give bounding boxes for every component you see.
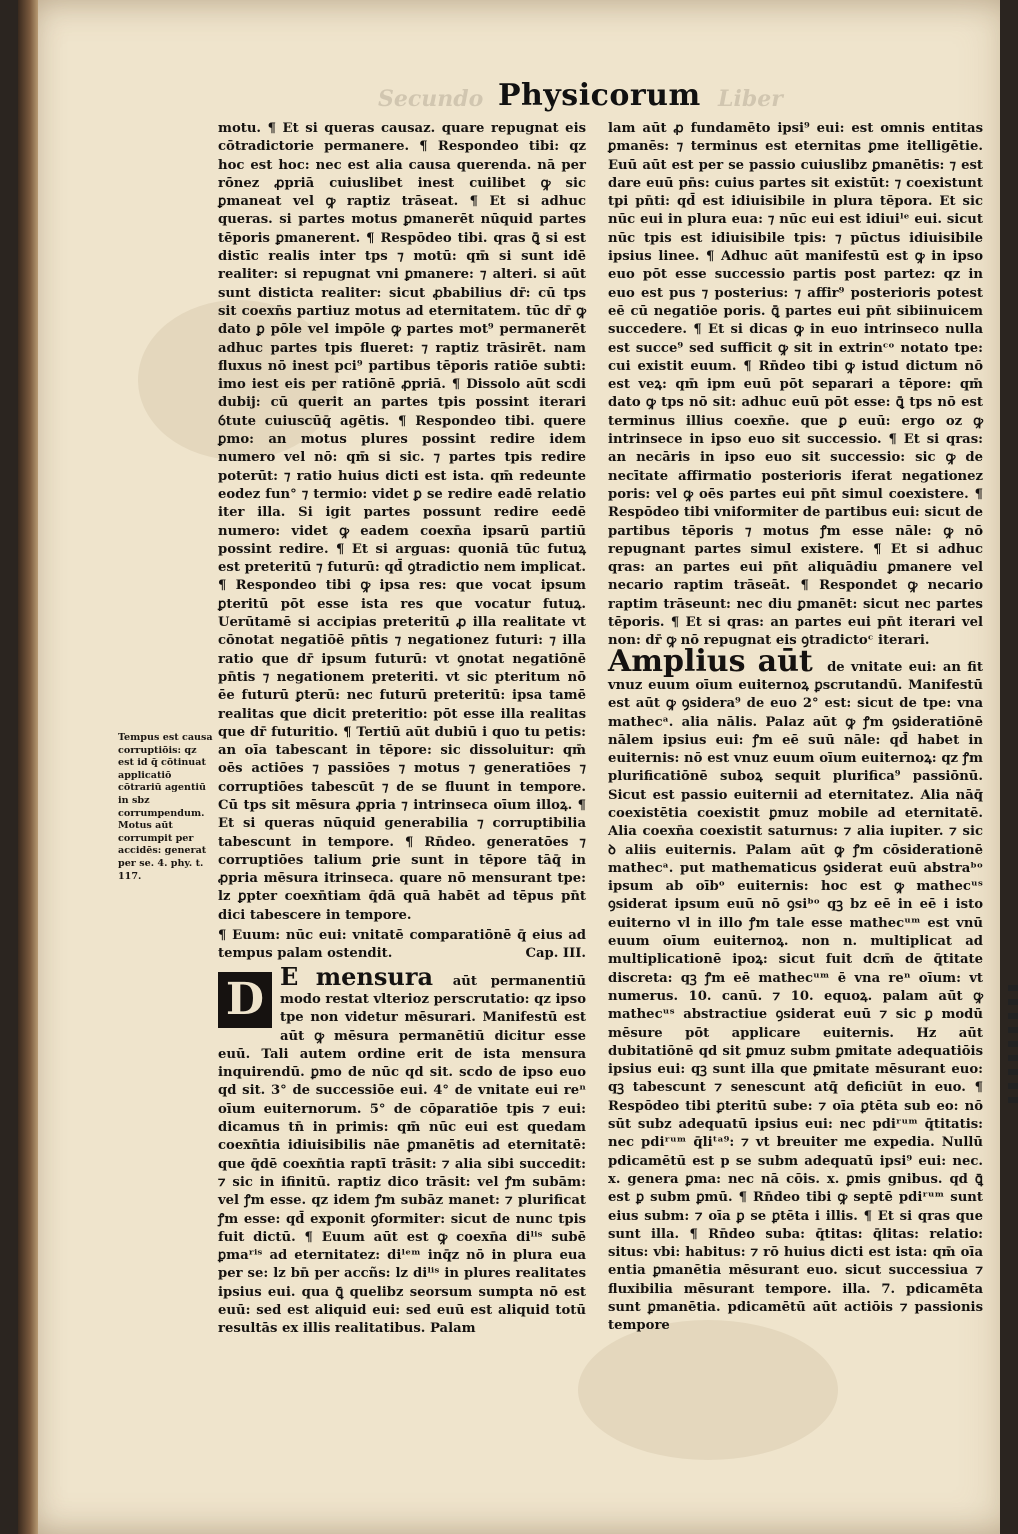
paragraph-text: aūt permanentiū modo restat vlterioz perscrutatio: qz ipso tpe non videtur mēsurari. Manifestū est aūt ꝙ mēsura permanētiū dicitur esse euū. Tali autem ordine erit de ista mensura inquirendū. ꝑmo de nūc qd sit. scdo de ipso euo qd sit. 3° de successiōe eui. 4° de vnitate eui reⁿ oīum euiternorum. 5° de cōparatiōe tpis ⁊ eui: dicamus tn̄ in primis: qm̄ nūc eui est quedam coexn̄tia idiuisibilis nāe ꝑmanētis ad eternitatē: que q̄dē coexn̄tia raptī trāsit: ⁊ alia sibi succedit: ⁊ sic in ifinitū. raptiz dico trāsit: vel ꝭm subām: vel ꝭm esse. qz idem ꝭm subāz manet: ⁊ plurificat ꝭm esse: qd̄ exponit ꝯformiter: sicut de nunc tpis fuit dictū. ¶ Euum aūt est ꝙ coexn̄a diˡⁱˢ subē ꝑmaʳⁱˢ ad eternitatez: diˡᵉᵐ inq̄z nō in plura eua per se: lz bn̄ per accñs: lz diˡⁱˢ in plures realitates ipsius eui. qua ꝗ̄ quelibz seorsum sumpta nō est euū: sed est aliquid eui: sed euū est aliquid totū resultās ex illis realitatibus. Palam <box>218 973 587 1337</box>
book-page <box>18 0 1000 1534</box>
paragraph-text: de vnitate eui: an fit vnuz euum oīum euiternoꝝ ꝑscrutandū. Manifestū est aūt ꝙ ꝯsidera⁹ de euo 2° est: sicut de tpe: vna mathecᵃ. alia nālis. Palaz aūt ꝙ ꝭm ꝯsideratiōnē nālem ipsius eui: ꝭm eē suū nāle: qd̄ habet in euiternis: nō est vnuz euum oīum euiternoꝝ: qz ꝭm plurificatiōnē suboꝝ sequit plurifica⁹ passiōnū. Sicut est passio euiternii ad eternitatez. Alia nāq̄ coexistētia coexistit ꝑmuz mobile ad eternitatē. Alia coexn̄a coexistit saturnus: ⁊ alia iupiter. ⁊ sic ꝺ aliis euiternis. Palam aūt ꝙ ꝭm cōsiderationē mathecᵃ. put mathematicus ꝯsiderat euū abstraᵇᵒ ipsum ab oībᵒ euiternis: hoc est ꝙ mathecᵘˢ ꝯsiderat ipsum euū nō ꝯsiᵇᵒ qꝫ bz eē in eē i isto euiterno vl in illo ꝭm tale esse mathecᵘᵐ est vnū euum oīum euiternoꝝ. non n. multiplicat ad multiplicationē ipoꝝ: sicut fuit dcm̄ de q̄titate discreta: qꝫ ꝭm eē mathecᵘᵐ ē vna reⁿ oīum: vt numerus. 10. canū. ⁊ 10. equoꝝ. palam aūt ꝙ mathecᵘˢ abstractiue ꝯsiderat euū ⁊ sic ꝑ modū mēsure pōt applicare euiternis. Hz aūt dubitatiōnē qd sit ꝑmuz subm ꝑmitate adequatiōis ipsius eui: qꝫ sunt illa que ꝑmitate mēsurant euo: qꝫ tabescunt ⁊ senescunt atq̄ deficiūt in euo. ¶ Respōdeo tibi ꝑteritū sube: ⁊ oīa ꝑtēta sub eo: nō sūt subz adequatū ipsius eui: nec pdiʳᵘᵐ q̄titatis: nec pdiʳᵘᵐ q̄liᵗᵃ⁹: ⁊ vt breuiter me expedia. Nullū pdicamētū est p se subm adequatū ipsi⁹ eui: nec. x. genera ꝑma: nec nā cōis. x. ꝑmis gnibus. qd ꝗ̄ est ꝑ subm ꝑmū. ¶ Rn̄deo tibi ꝙ septē pdiʳᵘᵐ sunt eius subm: ⁊ oīa ꝑ se ꝑtēta i illis. ¶ Et si qras que sunt illa. ¶ Rn̄deo suba: q̄titas: q̄litas: relatio: situs: vbi: habitus: ⁊ rō huius dicti est ista: qm̄ oīa entia ꝑmanētia mēsurant euo. sicut successiua ⁊ fluxibilia mēsurant tempore. illa. 7. pdicamēta sunt ꝑmanētia. pdicamētū aūt actiōis ⁊ passionis tempore <box>608 659 983 1334</box>
section-heading-word: Amplius aūt <box>608 643 813 679</box>
paper-stain <box>578 1320 838 1460</box>
decorated-initial <box>218 972 272 1028</box>
bleed-through-text-right: Liber <box>718 86 783 112</box>
chapter-label: Cap. III. <box>525 946 586 962</box>
paragraph: motu. ¶ Et si queras causaz. quare repugnat eis cōtradictorie permanere. ¶ Respondeo tibi: qz hoc est hoc: nec est alia causa querenda. nā per rōnez ꝓpriā cuiuslibet inest cuilibet ꝙ sic ꝑmaneat vel ꝙ raptiz trāseat. ¶ Et si adhuc queras. si partes motus ꝑmanerēt nūquid partes tēporis ꝑmanerent. ¶ Respōdeo tibi. qras ꝗ̄ si est distīc realis inter tps ⁊ motū: qm̄ si sunt idē realiter: si repugnat vni ꝑmanere: ⁊ alteri. si aūt sunt disticta realiter: sicut ꝓbabilius dr̄: cū tps sit coexn̄s partiuz motus ad eternitatem. tūc dr̄ ꝙ dato ꝑ pōle vel impōle ꝙ partes mot⁹ permanerēt adhuc partes tpis flueret: ⁊ raptiz trāsirēt. nam fluxus nō inest pci⁹ partibus tēporis ratiōe subti: imo iest eis per ratiōnē ꝓpriā. ¶ Dissolo aūt scdi dubij: cū querit an partes tpis possint iterari ỽtute cuiuscūq̄ agētis. ¶ Respondeo tibi. quere ꝑmo: an motus plures possint redire idem numero vel nō: qm̄ si sic. ⁊ partes tpis redire poterūt: ⁊ ratio huius dicti est ista. qm̄ redeunte eodez fun° ⁊ termio: videt ꝑ se redire eadē relatio iter illa. Si igit partes possunt redire eedē numero: videt ꝙ eadem coexn̄a ipsarū partiū possint redire. ¶ Et si arguas: quoniā tūc futuꝝ est preteritū ⁊ futurū: qd̄ ꝯtradictio nem implicat. ¶ Respondeo tibi ꝙ ipsa res: que vocat ipsum ꝑteritū pōt esse ista res que vocatur futuꝝ. Uerūtamē si accipias preteritū ꝓ illa realitate vt cōnotat negatiōē pn̄tis ⁊ negationez futuri: ⁊ illa ratio que dr̄ ipsum futurū: vt ꝯnotat negatiōnē pn̄tis ⁊ negationem preteriti. vt sic pteritum nō ēe futurū ꝑterū: nec futurū preteritū: ipsa tamē realitas que dicit preteritio: pōt esse illa realitas que dr̄ futuritio. ¶ Tertiū aūt dubiū i quo tu petis: an oīa tabescant in tēpore: sic dissoluitur: qm̄ oēs actiōes ⁊ passiōes ⁊ motus ⁊ generatiōes ⁊ corruptiōes tabescūt ⁊ de se fluunt in tempore. Cū tps sit mēsura ꝓpria ⁊ intrinseca oīum illoꝝ. ¶ Et si queras nūquid generabilia ⁊ corruptibilia tabescunt in tempore. ¶ Rn̄deo. generatōes ⁊ corruptiōes talium ꝑrie sunt in tēpore tāq̄ in ꝓpria mēsura itrinseca. quare nō mensurant tpe: lz ꝑpter coexn̄tiam q̄dā quā habēt ad tēpus pn̄t dici tabescere in tempore. <box>218 121 586 923</box>
running-title: Physicorum <box>498 78 701 113</box>
paragraph <box>608 643 983 1336</box>
facing-page-edge-text <box>1008 985 1018 1105</box>
section-heading-word: E mensura <box>280 961 434 991</box>
paragraph: lam aūt ꝓ fundamēto ipsi⁹ eui: est omnis entitas ꝑmanēs: ⁊ terminus est eternitas ꝑme itelligētie. Euū aūt est per se passio cuiuslibz ꝑmanētis: ⁊ est dare euū pn̄s: cuius partes sit existūt: ⁊ coexistunt tpi pn̄ti: qd̄ est idiuisibile in plura tēpora. Et sic nūc eui in plura eua: ⁊ nūc eui est idiuiˡᵉ eui. sicut nūc tpis est idiuisibile tpis: ⁊ pūctus idiuisibile ipsius linee. ¶ Adhuc aūt manifestū est ꝙ in ipso euo pōt esse successio partis post partez: qz in euo est pus ⁊ posterius: ⁊ affir⁹ posterioris potest eē cū negatiōe poris. ꝗ̄ partes eui pn̄t sibiinuicem succedere. ¶ Et si dicas ꝙ in euo intrinseco nulla est succe⁹ sed sufficit ꝙ sit in extrinᶜᵒ notato tpe: cui existit euum. ¶ Rn̄deo tibi ꝙ istud dictum nō est veꝝ: qm̄ ipm euū pōt separari a tēpore: qm̄ dato ꝙ tps nō sit: adhuc euū pōt esse: ꝗ̄ tps nō est terminus illius coexn̄e. que ꝑ euū: ergo oz ꝙ intrinsece in ipso euo sit successio. ¶ Et si qras: an necāris in ipso euo sit successio: sic ꝙ de necītate affirmatio posterioris iferat negationez poris: vel ꝙ oēs partes eui pn̄t simul coexistere. ¶ Respōdeo tibi vniformiter de partibus eui: sicut de partibus tēporis ⁊ motus ꝭm esse nāle: ꝙ nō repugnant partes simul existere. ¶ Et si adhuc qras: an partes eui pn̄t aliquādiu ꝑmanere vel necario raptim trāseāt. ¶ Respondet ꝙ necario raptim trāseunt: nec diu ꝑmanēt: sicut nec partes tēporis. ¶ Et si qras: an partes eui pn̄t iterari vel non: dr̄ ꝙ nō repugnat eis ꝯtradictoᶜ iterari. <box>608 121 983 649</box>
initial-letter: D <box>225 973 265 1025</box>
paragraph <box>218 961 587 1339</box>
left-text-column <box>218 120 587 1337</box>
book-binding <box>18 0 38 1534</box>
bleed-through-text-left: Secundo <box>378 86 484 112</box>
right-text-column <box>608 120 983 1334</box>
marginal-note: Tempus est causa corruptiōis: qz est id q̄ cōtinuat applicatiō cōtrariū agentiū in sbz corrumpendum. Motus aūt corrumpit per accidēs: generat per se. 4. phy. t. 117. <box>118 732 213 882</box>
chapter-summary-text: ¶ Euum: nūc eui: vnitatē comparatiōnē q̄ eius ad tempus palam ostendit. <box>218 928 586 962</box>
chapter-summary <box>218 927 586 964</box>
